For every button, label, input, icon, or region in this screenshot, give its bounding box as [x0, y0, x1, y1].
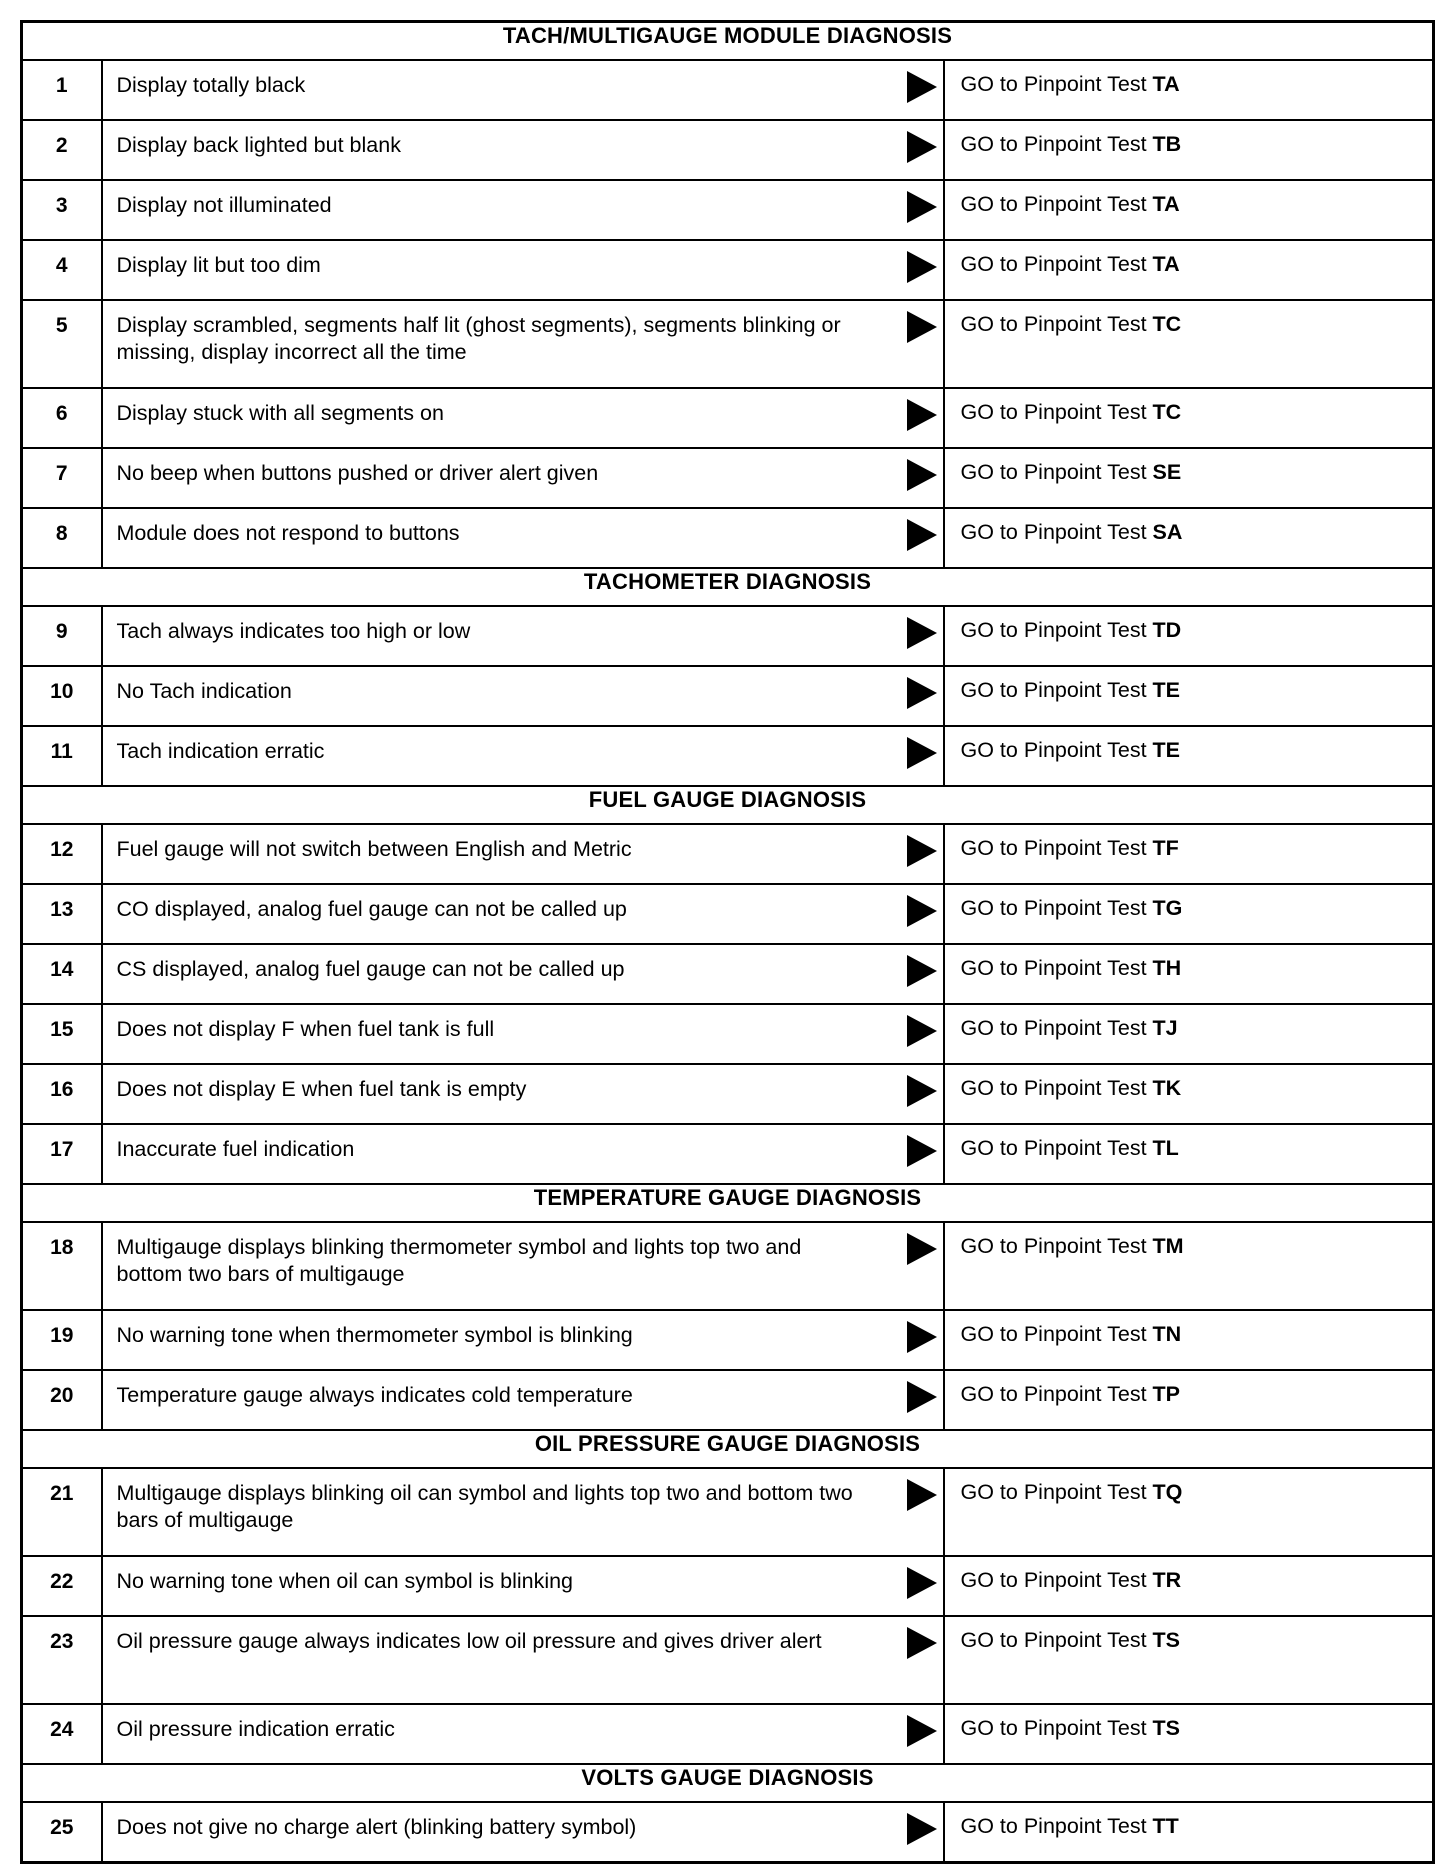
section-header-row	[22, 1764, 1434, 1802]
symptom-cell	[102, 1004, 944, 1064]
action-cell	[944, 1704, 1434, 1764]
symptom-text: CO displayed, analog fuel gauge can not be called up	[116, 897, 627, 921]
symptom-text: Display back lighted but blank	[116, 133, 401, 157]
action-prefix: GO to Pinpoint Test	[960, 460, 1147, 484]
table-row	[22, 180, 1434, 240]
table-row	[22, 240, 1434, 300]
row-number: 18	[22, 1222, 102, 1310]
symptom-text: No Tach indication	[116, 679, 292, 703]
pinpoint-test-code: SE	[1152, 460, 1182, 484]
row-number: 14	[22, 944, 102, 1004]
action-prefix: GO to Pinpoint Test	[960, 956, 1147, 980]
table-row	[22, 508, 1434, 568]
symptom-text: No beep when buttons pushed or driver alert given	[116, 461, 599, 485]
pinpoint-test-code: TN	[1152, 1322, 1182, 1346]
pinpoint-test-code: TM	[1152, 1234, 1184, 1258]
pinpoint-test-code: TA	[1152, 192, 1180, 216]
table-row	[22, 726, 1434, 786]
table-row	[22, 666, 1434, 726]
action-prefix: GO to Pinpoint Test	[960, 738, 1147, 762]
table-row	[22, 1310, 1434, 1370]
pinpoint-test-code: TD	[1152, 618, 1182, 642]
action-prefix: GO to Pinpoint Test	[960, 72, 1147, 96]
diagnosis-table-body	[22, 22, 1434, 1863]
symptom-text: No warning tone when thermometer symbol is blinking	[116, 1323, 633, 1347]
right-arrow-icon	[907, 1715, 937, 1747]
action-cell	[944, 388, 1434, 448]
action-cell	[944, 666, 1434, 726]
pinpoint-test-code: TS	[1152, 1716, 1181, 1740]
section-heading: VOLTS GAUGE DIAGNOSIS	[22, 1764, 1434, 1802]
action-prefix: GO to Pinpoint Test	[960, 400, 1147, 424]
pinpoint-test-code: TR	[1152, 1568, 1182, 1592]
row-number: 6	[22, 388, 102, 448]
pinpoint-test-code: TP	[1152, 1382, 1181, 1406]
action-cell	[944, 60, 1434, 120]
row-number: 1	[22, 60, 102, 120]
symptom-text: Display totally black	[116, 73, 306, 97]
row-number: 16	[22, 1064, 102, 1124]
table-row	[22, 60, 1434, 120]
symptom-text: Fuel gauge will not switch between English and Metric	[116, 837, 632, 861]
right-arrow-icon	[907, 1381, 937, 1413]
symptom-text: Temperature gauge always indicates cold temperature	[116, 1383, 633, 1407]
table-row	[22, 1802, 1434, 1863]
right-arrow-icon	[907, 1567, 937, 1599]
symptom-cell	[102, 1802, 944, 1863]
right-arrow-icon	[907, 251, 937, 283]
symptom-cell	[102, 448, 944, 508]
pinpoint-test-code: TQ	[1152, 1480, 1183, 1504]
pinpoint-test-code: TG	[1152, 896, 1183, 920]
symptom-text: Display scrambled, segments half lit (ghost segments), segments blinking or missing, display incorrect all the time	[116, 313, 841, 364]
section-header-row	[22, 786, 1434, 824]
pinpoint-test-code: TC	[1152, 312, 1182, 336]
symptom-text: CS displayed, analog fuel gauge can not be called up	[116, 957, 625, 981]
table-row	[22, 1370, 1434, 1430]
action-prefix: GO to Pinpoint Test	[960, 1234, 1147, 1258]
action-prefix: GO to Pinpoint Test	[960, 132, 1147, 156]
action-cell	[944, 300, 1434, 388]
symptom-text: Display not illuminated	[116, 193, 332, 217]
table-row	[22, 1004, 1434, 1064]
right-arrow-icon	[907, 1075, 937, 1107]
symptom-cell	[102, 240, 944, 300]
action-cell	[944, 1064, 1434, 1124]
table-row	[22, 884, 1434, 944]
right-arrow-icon	[907, 1479, 937, 1511]
row-number: 10	[22, 666, 102, 726]
symptom-cell	[102, 666, 944, 726]
pinpoint-test-code: TA	[1152, 252, 1180, 276]
symptom-cell	[102, 824, 944, 884]
row-number: 3	[22, 180, 102, 240]
row-number: 4	[22, 240, 102, 300]
section-heading: TEMPERATURE GAUGE DIAGNOSIS	[22, 1184, 1434, 1222]
right-arrow-icon	[907, 955, 937, 987]
section-heading: TACHOMETER DIAGNOSIS	[22, 568, 1434, 606]
action-cell	[944, 606, 1434, 666]
symptom-cell	[102, 1616, 944, 1704]
action-cell	[944, 1370, 1434, 1430]
pinpoint-test-code: TA	[1152, 72, 1180, 96]
symptom-text: Tach indication erratic	[116, 739, 325, 763]
right-arrow-icon	[907, 131, 937, 163]
action-cell	[944, 884, 1434, 944]
action-cell	[944, 824, 1434, 884]
symptom-text: Inaccurate fuel indication	[116, 1137, 355, 1161]
action-cell	[944, 1468, 1434, 1556]
symptom-cell	[102, 884, 944, 944]
symptom-cell	[102, 1124, 944, 1184]
row-number: 25	[22, 1802, 102, 1863]
symptom-cell	[102, 1556, 944, 1616]
symptom-cell	[102, 1222, 944, 1310]
table-row	[22, 1124, 1434, 1184]
right-arrow-icon	[907, 835, 937, 867]
row-number: 11	[22, 726, 102, 786]
action-cell	[944, 1310, 1434, 1370]
action-prefix: GO to Pinpoint Test	[960, 1716, 1147, 1740]
right-arrow-icon	[907, 191, 937, 223]
table-row	[22, 1616, 1434, 1704]
pinpoint-test-code: TL	[1152, 1136, 1179, 1160]
table-row	[22, 1064, 1434, 1124]
action-prefix: GO to Pinpoint Test	[960, 1382, 1147, 1406]
symptom-cell	[102, 1064, 944, 1124]
pinpoint-test-code: TJ	[1152, 1016, 1178, 1040]
section-header-row	[22, 22, 1434, 61]
symptom-text: Oil pressure indication erratic	[116, 1717, 395, 1741]
symptom-cell	[102, 388, 944, 448]
diagnosis-table	[20, 20, 1435, 1864]
section-header-row	[22, 568, 1434, 606]
right-arrow-icon	[907, 1321, 937, 1353]
symptom-text: Tach always indicates too high or low	[116, 619, 471, 643]
pinpoint-test-code: TS	[1152, 1628, 1181, 1652]
section-header-row	[22, 1184, 1434, 1222]
action-prefix: GO to Pinpoint Test	[960, 1322, 1147, 1346]
action-cell	[944, 180, 1434, 240]
section-header-row	[22, 1430, 1434, 1468]
row-number: 13	[22, 884, 102, 944]
row-number: 15	[22, 1004, 102, 1064]
symptom-text: No warning tone when oil can symbol is blinking	[116, 1569, 574, 1593]
right-arrow-icon	[907, 617, 937, 649]
symptom-cell	[102, 1370, 944, 1430]
symptom-cell	[102, 1310, 944, 1370]
right-arrow-icon	[907, 1813, 937, 1845]
pinpoint-test-code: TE	[1152, 738, 1181, 762]
row-number: 23	[22, 1616, 102, 1704]
symptom-cell	[102, 606, 944, 666]
right-arrow-icon	[907, 737, 937, 769]
action-prefix: GO to Pinpoint Test	[960, 1076, 1147, 1100]
symptom-cell	[102, 508, 944, 568]
symptom-cell	[102, 60, 944, 120]
symptom-text: Does not display E when fuel tank is empty	[116, 1077, 527, 1101]
row-number: 17	[22, 1124, 102, 1184]
table-row	[22, 606, 1434, 666]
action-prefix: GO to Pinpoint Test	[960, 1480, 1147, 1504]
symptom-cell	[102, 180, 944, 240]
action-cell	[944, 1124, 1434, 1184]
row-number: 7	[22, 448, 102, 508]
right-arrow-icon	[907, 895, 937, 927]
table-row	[22, 1704, 1434, 1764]
symptom-text: Does not display F when fuel tank is full	[116, 1017, 495, 1041]
right-arrow-icon	[907, 1627, 937, 1659]
action-prefix: GO to Pinpoint Test	[960, 1628, 1147, 1652]
action-cell	[944, 944, 1434, 1004]
action-prefix: GO to Pinpoint Test	[960, 618, 1147, 642]
symptom-text: Does not give no charge alert (blinking battery symbol)	[116, 1815, 637, 1839]
action-prefix: GO to Pinpoint Test	[960, 1568, 1147, 1592]
right-arrow-icon	[907, 677, 937, 709]
right-arrow-icon	[907, 1015, 937, 1047]
symptom-text: Oil pressure gauge always indicates low oil pressure and gives driver alert	[116, 1629, 822, 1653]
symptom-cell	[102, 1468, 944, 1556]
action-prefix: GO to Pinpoint Test	[960, 1136, 1147, 1160]
symptom-text: Multigauge displays blinking oil can symbol and lights top two and bottom two bars of multigauge	[116, 1481, 853, 1532]
symptom-cell	[102, 120, 944, 180]
row-number: 24	[22, 1704, 102, 1764]
symptom-text: Module does not respond to buttons	[116, 521, 460, 545]
action-prefix: GO to Pinpoint Test	[960, 836, 1147, 860]
action-cell	[944, 1556, 1434, 1616]
symptom-text: Multigauge displays blinking thermometer symbol and lights top two and bottom two bars of multigauge	[116, 1235, 802, 1286]
action-cell	[944, 120, 1434, 180]
symptom-cell	[102, 1704, 944, 1764]
section-heading: OIL PRESSURE GAUGE DIAGNOSIS	[22, 1430, 1434, 1468]
action-prefix: GO to Pinpoint Test	[960, 1016, 1147, 1040]
action-cell	[944, 240, 1434, 300]
right-arrow-icon	[907, 1135, 937, 1167]
table-row	[22, 944, 1434, 1004]
table-row	[22, 1222, 1434, 1310]
right-arrow-icon	[907, 1233, 937, 1265]
table-row	[22, 824, 1434, 884]
action-cell	[944, 1802, 1434, 1863]
pinpoint-test-code: SA	[1152, 520, 1183, 544]
action-prefix: GO to Pinpoint Test	[960, 312, 1147, 336]
table-row	[22, 1468, 1434, 1556]
action-cell	[944, 1222, 1434, 1310]
action-prefix: GO to Pinpoint Test	[960, 1814, 1147, 1838]
right-arrow-icon	[907, 311, 937, 343]
row-number: 12	[22, 824, 102, 884]
symptom-cell	[102, 944, 944, 1004]
row-number: 22	[22, 1556, 102, 1616]
action-prefix: GO to Pinpoint Test	[960, 678, 1147, 702]
symptom-text: Display stuck with all segments on	[116, 401, 444, 425]
section-heading: TACH/MULTIGAUGE MODULE DIAGNOSIS	[22, 22, 1434, 61]
pinpoint-test-code: TF	[1152, 836, 1179, 860]
symptom-cell	[102, 726, 944, 786]
pinpoint-test-code: TB	[1152, 132, 1182, 156]
action-cell	[944, 448, 1434, 508]
action-prefix: GO to Pinpoint Test	[960, 520, 1147, 544]
action-cell	[944, 1616, 1434, 1704]
symptom-cell	[102, 300, 944, 388]
table-row	[22, 120, 1434, 180]
row-number: 5	[22, 300, 102, 388]
right-arrow-icon	[907, 399, 937, 431]
right-arrow-icon	[907, 519, 937, 551]
action-cell	[944, 508, 1434, 568]
pinpoint-test-code: TH	[1152, 956, 1182, 980]
table-row	[22, 300, 1434, 388]
pinpoint-test-code: TE	[1152, 678, 1181, 702]
table-row	[22, 1556, 1434, 1616]
pinpoint-test-code: TC	[1152, 400, 1182, 424]
table-row	[22, 448, 1434, 508]
right-arrow-icon	[907, 71, 937, 103]
action-cell	[944, 726, 1434, 786]
row-number: 20	[22, 1370, 102, 1430]
right-arrow-icon	[907, 459, 937, 491]
row-number: 2	[22, 120, 102, 180]
section-heading: FUEL GAUGE DIAGNOSIS	[22, 786, 1434, 824]
pinpoint-test-code: TK	[1152, 1076, 1182, 1100]
pinpoint-test-code: TT	[1152, 1814, 1179, 1838]
action-prefix: GO to Pinpoint Test	[960, 896, 1147, 920]
action-prefix: GO to Pinpoint Test	[960, 252, 1147, 276]
row-number: 9	[22, 606, 102, 666]
symptom-text: Display lit but too dim	[116, 253, 321, 277]
action-cell	[944, 1004, 1434, 1064]
action-prefix: GO to Pinpoint Test	[960, 192, 1147, 216]
table-row	[22, 388, 1434, 448]
row-number: 21	[22, 1468, 102, 1556]
row-number: 19	[22, 1310, 102, 1370]
row-number: 8	[22, 508, 102, 568]
